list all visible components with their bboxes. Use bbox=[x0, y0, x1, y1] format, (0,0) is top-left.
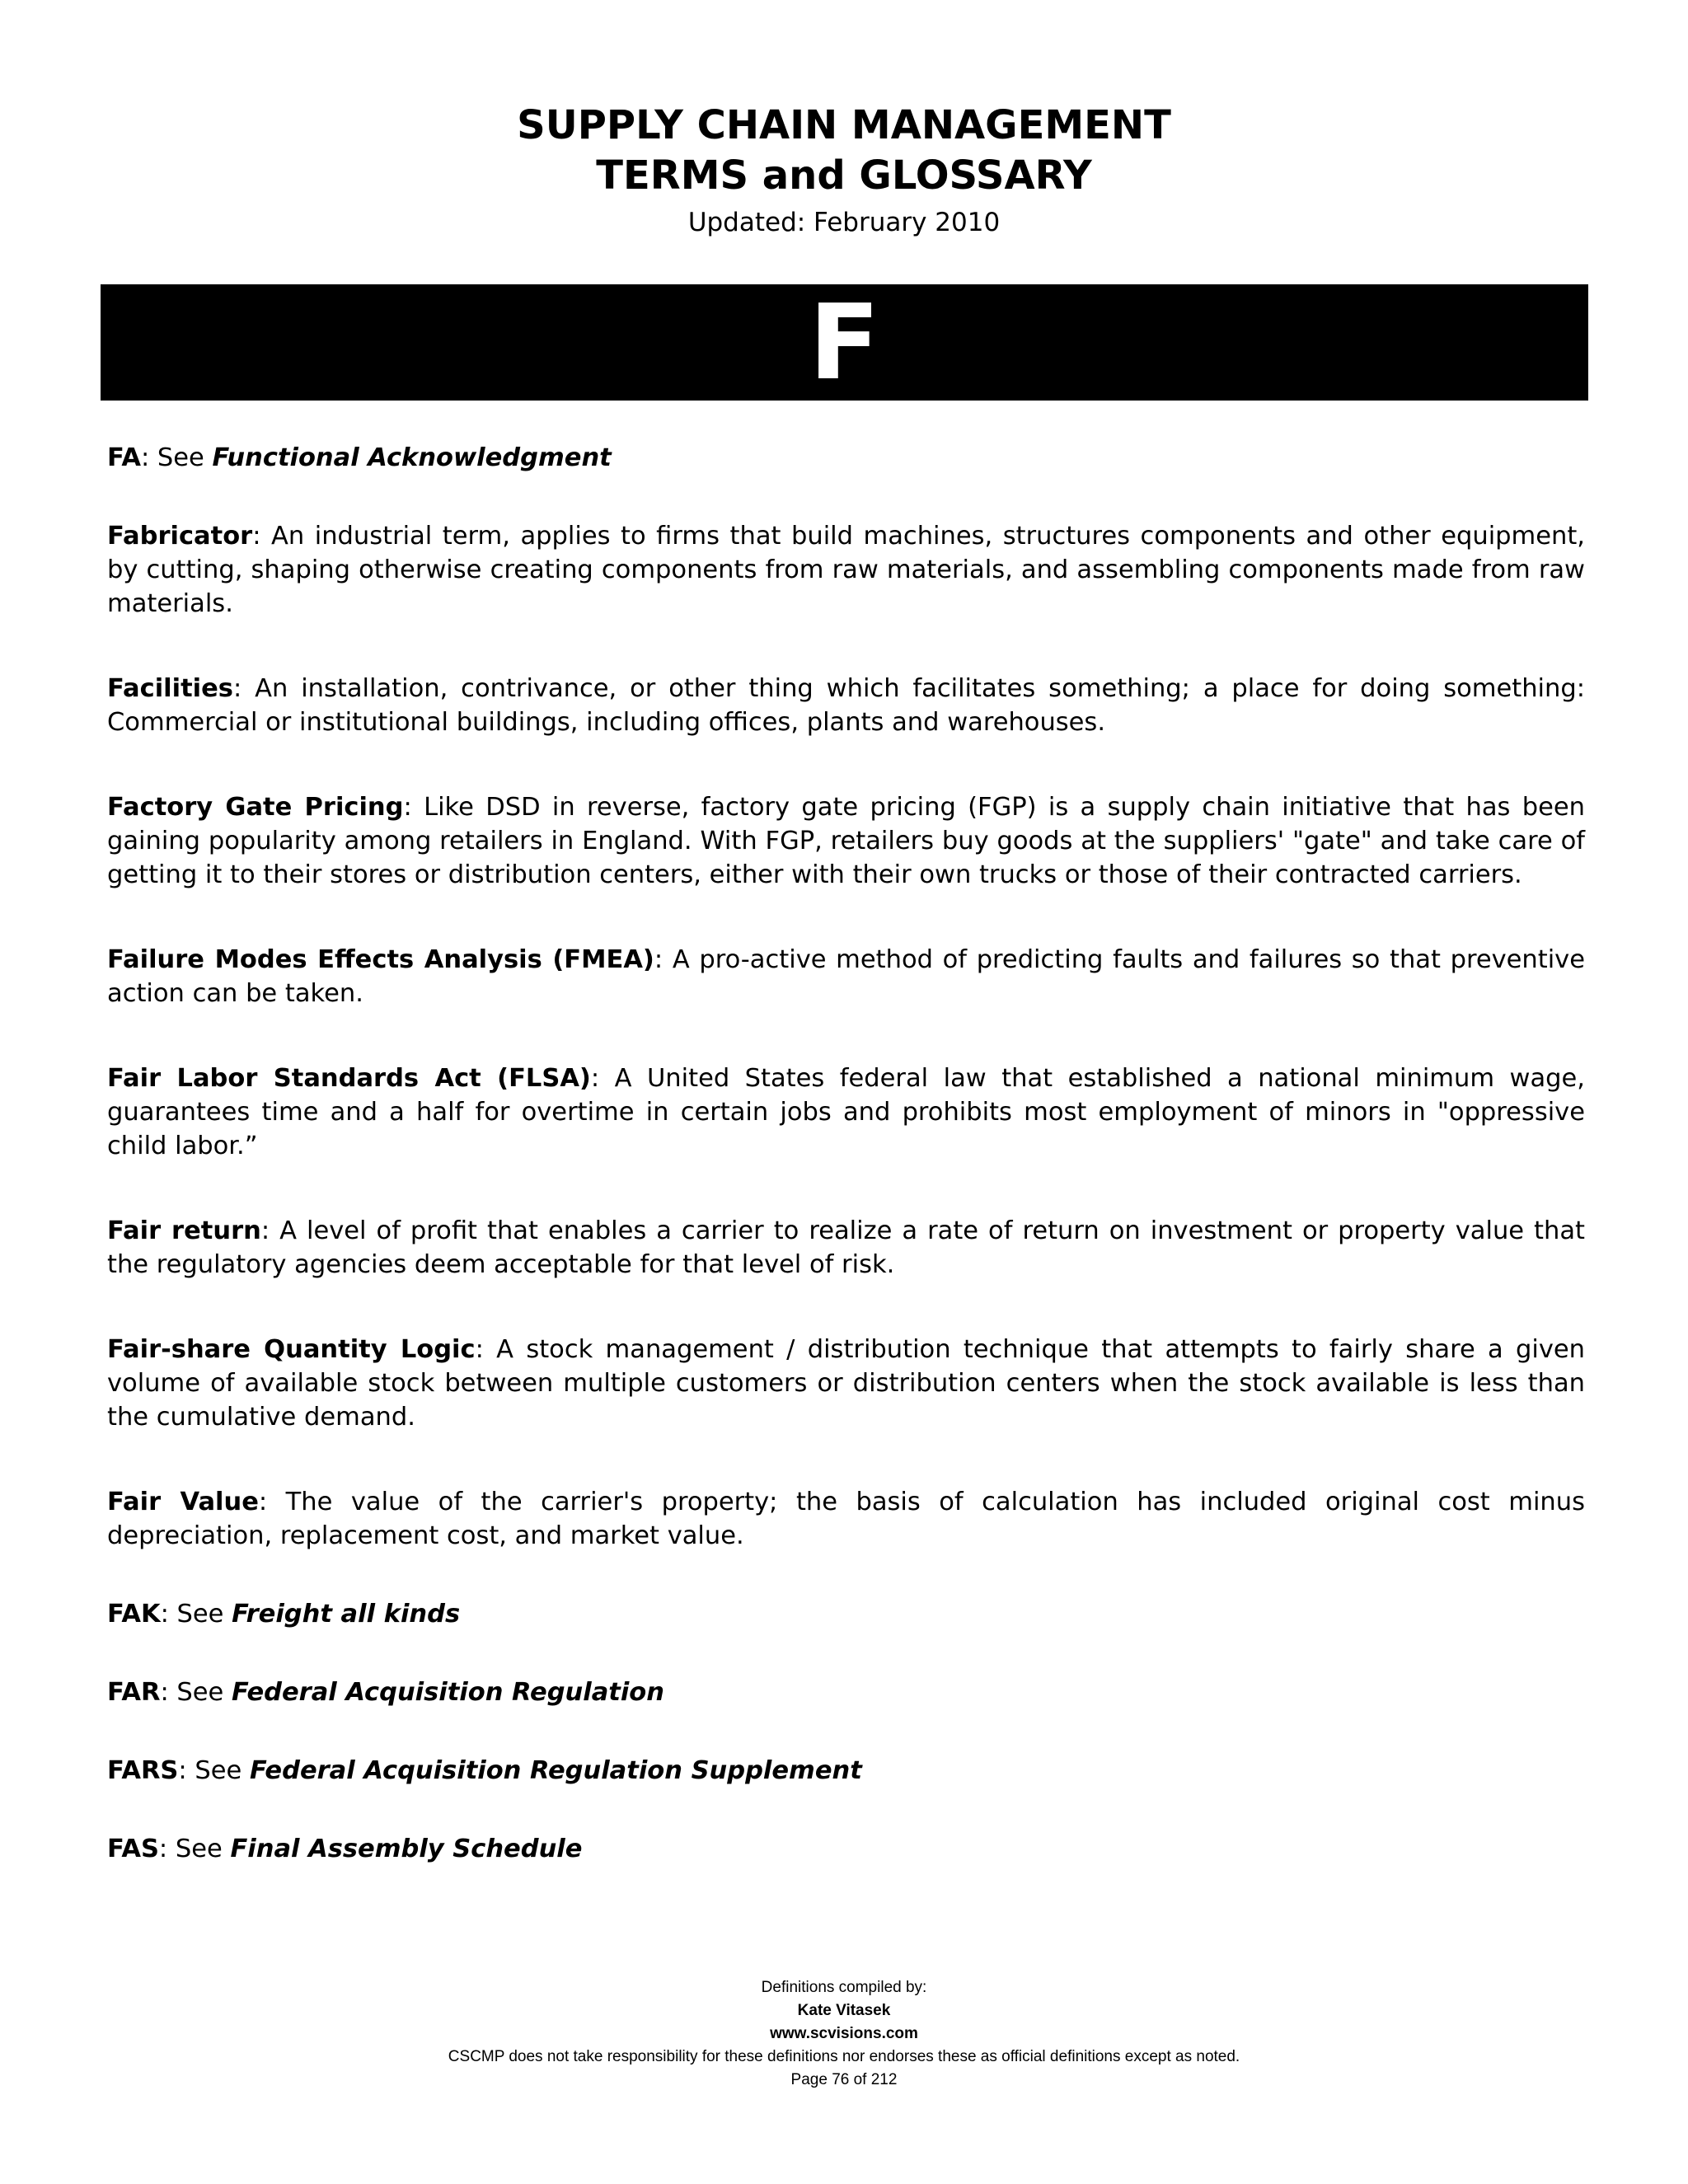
page-footer bbox=[0, 1976, 1688, 2092]
glossary-definition: : A stock management / distribution technique that attempts to fairly share a given volume of available stock between multiple customers or distribution centers when the stock available is less than the cumulative demand. bbox=[107, 1335, 1585, 1432]
glossary-definition: : Like DSD in reverse, factory gate pricing (FGP) is a supply chain initiative that has been gaining popularity among retailers in England. With FGP, retailers buy goods at the suppliers' "gate" and take care of getting it to their stores or distribution centers, either with their own trucks or those of their contracted carriers. bbox=[107, 793, 1585, 889]
glossary-definition: : See bbox=[178, 1756, 250, 1785]
glossary-definition: : A level of profit that enables a carrier to realize a rate of return on investment or property value that the regulatory agencies deem acceptable for that level of risk. bbox=[107, 1216, 1585, 1279]
glossary-cross-reference[interactable]: Federal Acquisition Regulation Supplement bbox=[249, 1756, 862, 1785]
glossary-definition: : See bbox=[160, 1600, 232, 1629]
glossary-definition: : An installation, contrivance, or other thing which facilitates something; a place for doing something: Commercial or institutional buildings, including offices, plants and warehouses. bbox=[107, 674, 1585, 737]
glossary-entry bbox=[107, 519, 1585, 621]
glossary-term: Factory Gate Pricing bbox=[107, 793, 404, 822]
glossary-definition: : See bbox=[140, 443, 213, 472]
footer-website-link[interactable]: www.scvisions.com bbox=[770, 2025, 918, 2042]
glossary-entry bbox=[107, 441, 1585, 475]
footer-disclaimer: CSCMP does not take responsibility for these definitions nor endorses these as official definitions except as noted. bbox=[448, 2048, 1240, 2065]
page-title-line-1: SUPPLY CHAIN MANAGEMENT bbox=[517, 102, 1171, 148]
glossary-definition: : See bbox=[158, 1835, 231, 1863]
glossary-definition: : The value of the carrier's property; the basis of calculation has included original cost minus depreciation, replacement cost, and market value. bbox=[107, 1488, 1585, 1550]
glossary-term: Fabricator bbox=[107, 522, 253, 551]
glossary-term: Fair-share Quantity Logic bbox=[107, 1335, 476, 1364]
glossary-entries bbox=[107, 441, 1585, 1910]
glossary-entry bbox=[107, 943, 1585, 1010]
glossary-term: FAR bbox=[107, 1678, 161, 1707]
glossary-definition: : A United States federal law that established a national minimum wage, guarantees time and a half for overtime in certain jobs and prohibits most employment of minors in "oppressive child labor.” bbox=[107, 1064, 1586, 1160]
glossary-entry bbox=[107, 1062, 1585, 1163]
section-letter: F bbox=[809, 282, 880, 403]
glossary-entry bbox=[107, 1675, 1585, 1709]
glossary-cross-reference[interactable]: Federal Acquisition Regulation bbox=[232, 1678, 664, 1707]
glossary-definition: : See bbox=[160, 1678, 232, 1707]
glossary-term: Fair return bbox=[107, 1216, 261, 1245]
glossary-definition: : A pro-active method of predicting faults and failures so that preventive action can be taken. bbox=[107, 945, 1585, 1008]
section-letter-bar bbox=[101, 284, 1588, 401]
glossary-cross-reference[interactable]: Freight all kinds bbox=[232, 1600, 461, 1629]
glossary-term: Fair Labor Standards Act (FLSA) bbox=[107, 1064, 591, 1093]
glossary-cross-reference[interactable]: Final Assembly Schedule bbox=[230, 1835, 583, 1863]
footer-author: Kate Vitasek bbox=[797, 2002, 891, 2019]
glossary-entry bbox=[107, 1333, 1585, 1434]
glossary-term: FAS bbox=[107, 1835, 159, 1863]
glossary-entry bbox=[107, 1485, 1585, 1553]
glossary-entry bbox=[107, 790, 1585, 892]
updated-date: Updated: February 2010 bbox=[687, 208, 1001, 237]
glossary-entry bbox=[107, 1214, 1585, 1282]
page-title-line-2: TERMS and GLOSSARY bbox=[596, 152, 1092, 199]
glossary-term: Failure Modes Effects Analysis (FMEA) bbox=[107, 945, 654, 974]
glossary-term: Facilities bbox=[107, 674, 233, 703]
glossary-entry bbox=[107, 672, 1585, 739]
page-number: Page 76 of 212 bbox=[790, 2071, 898, 2088]
glossary-definition: : An industrial term, applies to firms that build machines, structures components and other equipment, by cutting, shaping otherwise creating components from raw materials, and assembling components made from raw materials. bbox=[107, 522, 1585, 618]
footer-compiled-by: Definitions compiled by: bbox=[761, 1979, 927, 1996]
glossary-cross-reference[interactable]: Functional Acknowledgment bbox=[212, 443, 612, 472]
glossary-term: FA bbox=[107, 443, 141, 472]
glossary-term: FARS bbox=[107, 1756, 179, 1785]
glossary-entry bbox=[107, 1597, 1585, 1631]
glossary-term: FAK bbox=[107, 1600, 161, 1629]
glossary-entry bbox=[107, 1754, 1585, 1788]
glossary-entry bbox=[107, 1832, 1585, 1866]
glossary-term: Fair Value bbox=[107, 1488, 259, 1516]
